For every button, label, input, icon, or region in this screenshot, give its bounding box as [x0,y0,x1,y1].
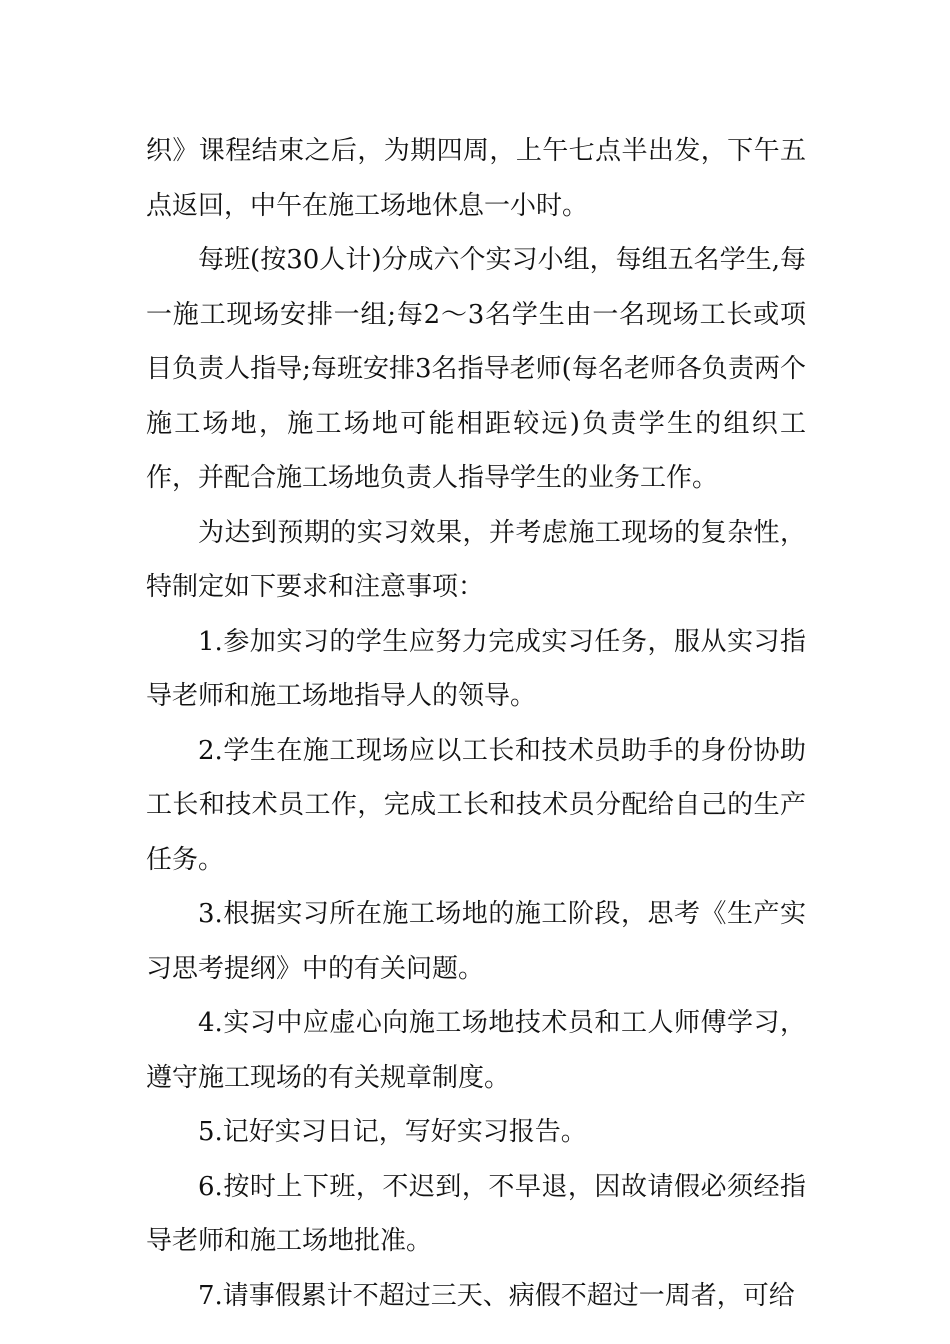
paragraph-continuation: 织》课程结束之后，为期四周，上午七点半出发，下午五点返回，中午在施工场地休息一小时。 [146,136,806,221]
list-item-1: 1.参加实习的学生应努力完成实习任务，服从实习指导老师和施工场地指导人的领导。 [146,626,806,711]
paragraph-requirements-intro: 为达到预期的实习效果，并考虑施工现场的复杂性，特制定如下要求和注意事项： [146,517,806,602]
list-item-5: 5.记好实习日记，写好实习报告。 [198,1117,587,1147]
paragraph-grouping: 每班(按30人计)分成六个实习小组，每组五名学生,每一施工现场安排一组;每2～3名学生由一名现场工长或项目负责人指导;每班安排3名指导老师(每名老师各负责两个施工场地，施工场地可能相距较远)负责学生的组织工作，并配合施工场地负责人指导学生的业务工作。 [146,245,806,493]
list-item-4: 4.实习中应虚心向施工场地技术员和工人师傅学习，遵守施工现场的有关规章制度。 [146,1008,806,1093]
list-item-3: 3.根据实习所在施工场地的施工阶段，思考《生产实习思考提纲》中的有关问题。 [146,899,806,984]
list-item-2: 2.学生在施工现场应以工长和技术员助手的身份协助工长和技术员工作，完成工长和技术员分配给自己的生产任务。 [146,735,806,875]
list-item-6: 6.按时上下班，不迟到，不早退，因故请假必须经指导老师和施工场地批准。 [146,1171,806,1256]
list-item-7: 7.请事假累计不超过三天、病假不超过一周者，可给 [198,1280,795,1311]
document-body [146,124,806,1323]
